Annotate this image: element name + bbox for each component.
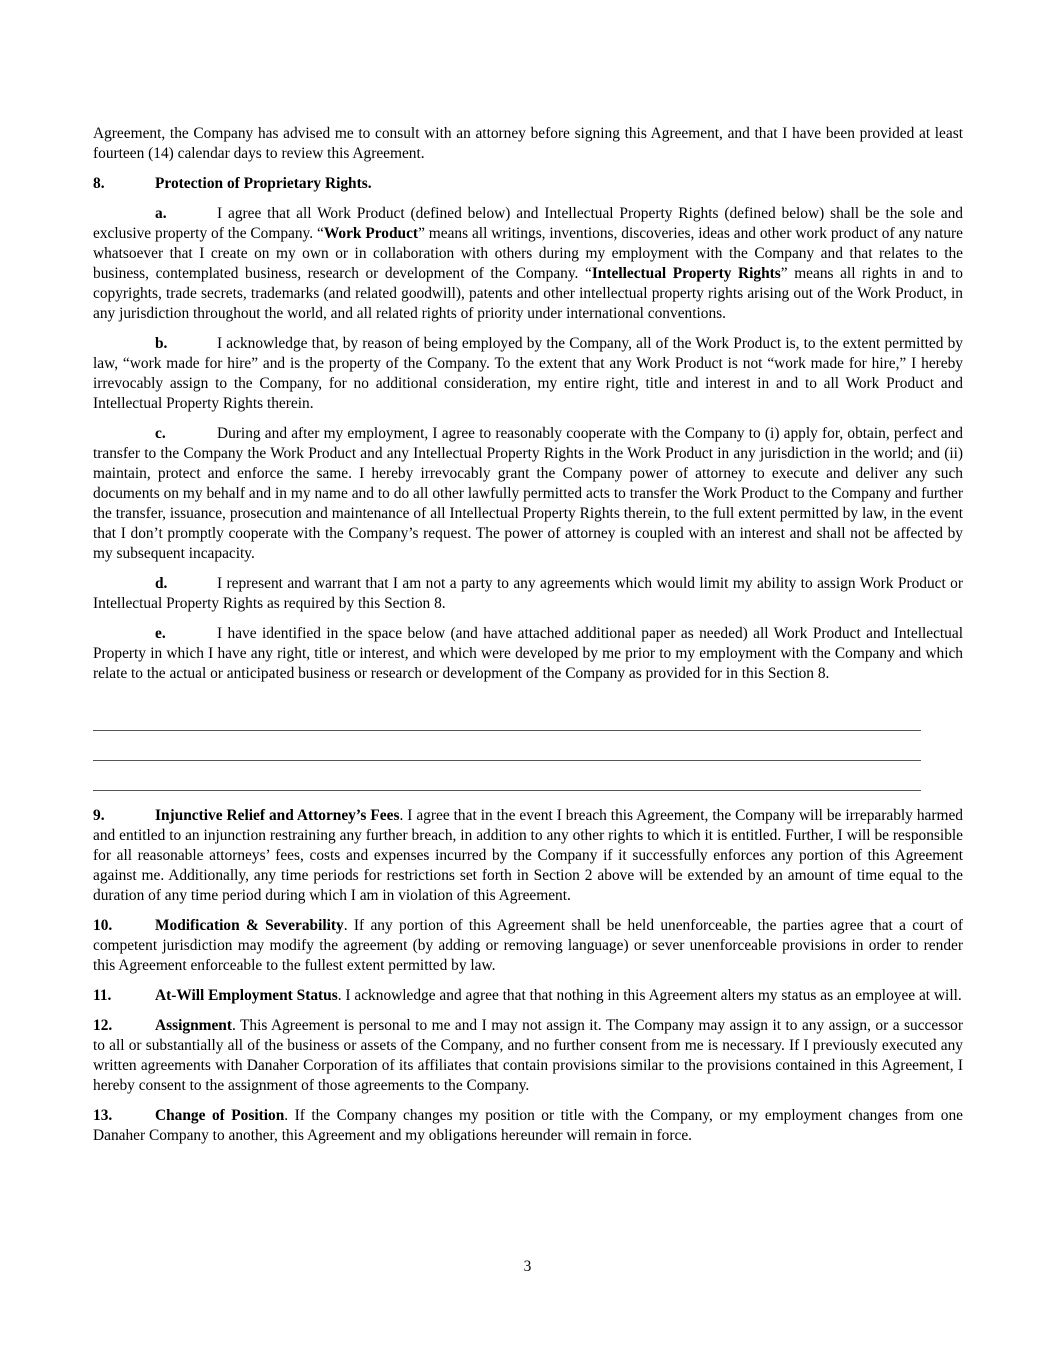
- section-8b-text: I acknowledge that, by reason of being employed by the Company, all of the Work Product is, to the extent permitted by law, “work made for hire” and is the property of the Company. To the extent that any Work Product is not “work made for hire,” I hereby irrevocably assign to the Company, for no additional consideration, my entire right, title and interest in and to all Work Product and Intellectual Property Rights therein.: [93, 335, 963, 412]
- subsection-label: d.: [155, 575, 168, 592]
- section-13-text: . If the Company changes my position or title with the Company, or my employment changes from one Danaher Company to another, this Agreement and my obligations hereunder will remain in force.: [93, 1107, 963, 1144]
- term-intellectual-property-rights: Intellectual Property Rights: [591, 265, 781, 282]
- section-11-text: . I acknowledge and agree that that nothing in this Agreement alters my status as an employee at will.: [337, 987, 962, 1004]
- section-8a-text-3: ” means all rights in and to copyrights, trade secrets, trademarks (and related goodwill), patents and other intellectual property rights arising out of the Work Product, in any jurisdiction throughout the world, and all related rights of priority under international conventions.: [93, 265, 963, 322]
- document-page: [93, 124, 963, 1156]
- blank-line[interactable]: [93, 760, 921, 761]
- subsection-label: b.: [155, 335, 168, 352]
- subsection-label: c.: [155, 425, 166, 442]
- section-8d: [93, 574, 963, 614]
- section-9-text: . I agree that in the event I breach this Agreement, the Company will be irreparably harmed and entitled to an injunction restraining any further breach, in addition to any other rights to which it is entitled. Further, I will be responsible for all reasonable attorneys’ fees, costs and expenses incurred by the Company if it successfully enforces any portion of this Agreement against me. Additionally, any time periods for restrictions set forth in Section 2 above will be extended by an amount of time equal to the duration of any time period during which I am in violation of this Agreement.: [93, 807, 963, 904]
- section-number: 13.: [93, 1107, 113, 1124]
- subsection-label: e.: [155, 625, 166, 642]
- section-8b: [93, 334, 963, 414]
- section-12-text: . This Agreement is personal to me and I may not assign it. The Company may assign it to any assign, or a successor to all or substantially all of the business or assets of the Company, and no further consent from me is necessary. If I previously executed any written agreements with Danaher Corporation of its affiliates that contain provisions similar to the provisions contained in this Agreement, I hereby consent to the assignment of those agreements to the Company.: [93, 1017, 963, 1094]
- term-work-product: Work Product: [323, 225, 419, 242]
- section-number: 12.: [93, 1017, 113, 1034]
- section-number: 9.: [93, 807, 105, 824]
- section-11: [93, 986, 963, 1006]
- section-title: Assignment: [155, 1017, 232, 1034]
- page-number: 3: [523, 1258, 532, 1275]
- section-8e-text: I have identified in the space below (and have attached additional paper as needed) all Work Product and Intellectual Property in which I have any right, title or interest, and which were developed by me prior to my employment with the Company and which relate to the actual or anticipated business or research or development of the Company as provided for in this Section 8.: [93, 625, 963, 682]
- section-title: Injunctive Relief and Attorney’s Fees: [155, 807, 400, 824]
- section-12: [93, 1016, 963, 1096]
- section-8c: [93, 424, 963, 564]
- section-8a-text-2: ” means all writings, inventions, discoveries, ideas and other work product of any nature whatsoever that I create on my own or in collaboration with others during my employment with the Company and that relates to the business, contemplated business, research or development of the Company. “: [93, 225, 964, 282]
- section-8c-text: During and after my employment, I agree to reasonably cooperate with the Company to (i) apply for, obtain, perfect and transfer to the Company the Work Product and any Intellectual Property Rights in the Work Product in any jurisdiction in the world; and (ii) maintain, protect and enforce the same. I hereby irrevocably grant the Company power of attorney to execute and deliver any such documents on my behalf and in my name and to do all other lawfully permitted acts to transfer the Work Product to the Company and further the transfer, issuance, prosecution and maintenance of all Intellectual Property Rights therein, to the full extent permitted by law, in the event that I don’t promptly cooperate with the Company’s request. The power of attorney is coupled with an interest and shall not be affected by my subsequent incapacity.: [93, 425, 963, 562]
- section-number: 8.: [93, 175, 105, 192]
- section-title: Change of Position: [155, 1107, 285, 1124]
- section-8e: [93, 624, 963, 684]
- section-9: [93, 806, 963, 906]
- section-number: 11.: [93, 987, 112, 1004]
- section-8a: [93, 204, 963, 324]
- section-10: [93, 916, 963, 976]
- section-8-heading: [93, 174, 963, 194]
- blank-line[interactable]: [93, 730, 921, 731]
- section-title: Modification & Severability: [155, 917, 344, 934]
- section-8a-text-1: I agree that all Work Product (defined below) and Intellectual Property Rights (defined below) shall be the sole and exclusive property of the Company. “: [93, 205, 963, 242]
- section-13: [93, 1106, 963, 1146]
- subsection-label: a.: [155, 205, 167, 222]
- section-title: Protection of Proprietary Rights.: [155, 175, 372, 192]
- intro-paragraph: Agreement, the Company has advised me to consult with an attorney before signing this Agreement, and that I have been provided at least fourteen (14) calendar days to review this Agreement.: [93, 125, 963, 162]
- section-title: At-Will Employment Status: [155, 987, 338, 1004]
- section-10-text: . If any portion of this Agreement shall be held unenforceable, the parties agree that a court of competent jurisdiction may modify the agreement (by adding or removing language) or sever unenforceable provisions in order to render this Agreement enforceable to the fullest extent permitted by law.: [93, 917, 964, 974]
- section-8d-text: I represent and warrant that I am not a party to any agreements which would limit my ability to assign Work Product or Intellectual Property Rights as required by this Section 8.: [93, 575, 963, 612]
- section-number: 10.: [93, 917, 113, 934]
- blank-line[interactable]: [93, 790, 921, 791]
- prior-work-product-blank-lines: [93, 730, 963, 791]
